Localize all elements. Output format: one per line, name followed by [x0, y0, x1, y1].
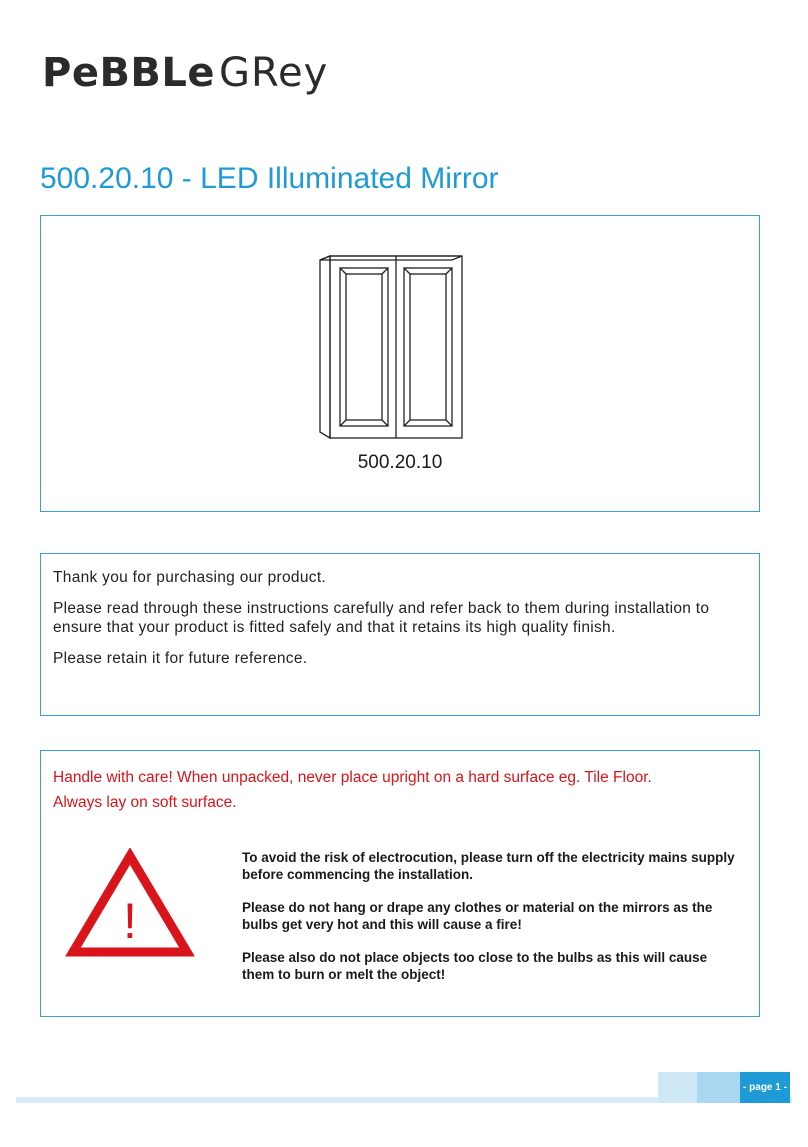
warning-exclamation: ! [123, 893, 137, 949]
intro-read-instructions: Please read through these instructions carefully and refer back to them during installation to ensure that your product is fitted safely and that it retains its high quality finish. [53, 600, 710, 636]
brand-logo-part1: PeBBLe [42, 50, 216, 96]
brand-logo [42, 50, 328, 96]
footer-tab-decor-mid [697, 1072, 741, 1103]
figure-caption: 500.20.10 [357, 452, 443, 473]
brand-logo-part2: GRey [219, 50, 329, 96]
footer-tab-decor-light [658, 1072, 698, 1103]
handling-notice-line2: Always lay on soft surface. [53, 794, 237, 811]
warning-box [40, 750, 760, 1017]
safety-objects: Please also do not place objects too close to the bulbs as this will cause them to burn or melt the object! [242, 950, 708, 982]
product-figure-box [40, 215, 760, 512]
intro-retain: Please retain it for future reference. [53, 650, 308, 667]
handling-notice-line1: Handle with care! When unpacked, never place upright on a hard surface eg. Tile Floor. [53, 769, 652, 786]
page-title: 500.20.10 - LED Illuminated Mirror [40, 162, 499, 195]
page-number: - page 1 - [740, 1072, 790, 1103]
mirror-cabinet-illustration [316, 252, 466, 442]
intro-box [40, 553, 760, 716]
safety-electrocution: To avoid the risk of electrocution, please turn off the electricity mains supply before commencing the installation. [242, 850, 735, 882]
handling-notice [53, 765, 747, 815]
warning-triangle-icon [65, 848, 195, 960]
intro-thanks: Thank you for purchasing our product. [53, 569, 327, 586]
safety-instructions [242, 849, 742, 983]
safety-fire: Please do not hang or drape any clothes or material on the mirrors as the bulbs get very hot and this will cause a fire! [242, 900, 713, 932]
